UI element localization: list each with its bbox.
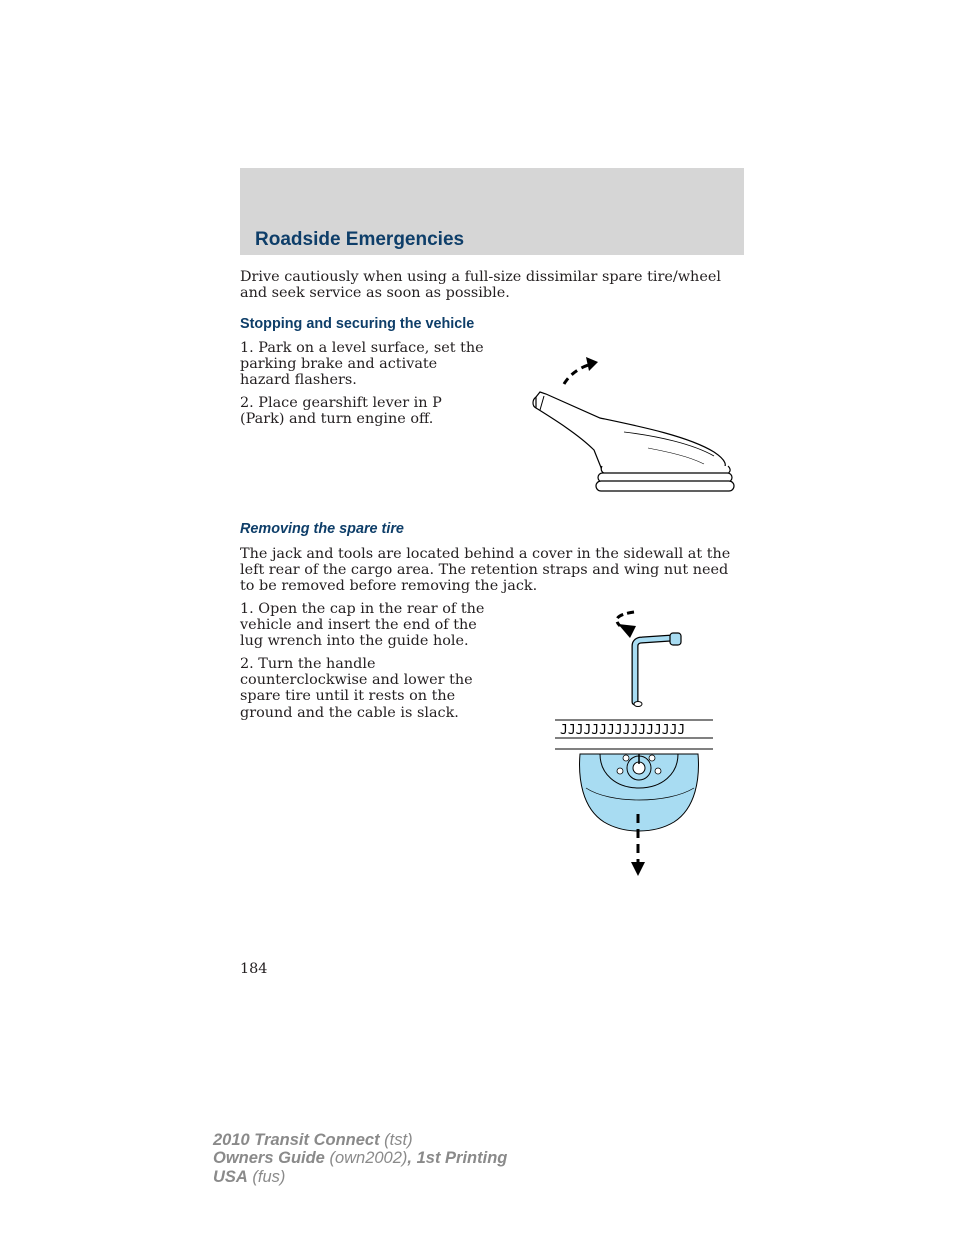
rotation-arrow-head xyxy=(618,624,636,638)
lug-nut xyxy=(655,768,661,774)
section-heading-removing: Removing the spare tire xyxy=(240,521,404,537)
footer-model: 2010 Transit Connect xyxy=(213,1131,380,1149)
wrench-socket xyxy=(670,633,681,645)
boot-ring xyxy=(596,481,734,491)
step-text: 2. Turn the handle counterclockwise and lower the spare tire until it rests on the ground and the cable is slack. xyxy=(240,656,473,721)
spare-tire-illustration xyxy=(550,608,720,880)
step-text: 1. Open the cap in the rear of the vehicle and insert the end of the lug wrench into the guide hole. xyxy=(240,601,485,650)
intro-paragraph: Drive cautiously when using a full-size dissimilar spare tire/wheel and seek service as soon as possible. xyxy=(240,269,721,302)
section-heading-stopping: Stopping and securing the vehicle xyxy=(240,316,475,332)
step-text: 2. Place gearshift lever in P (Park) and turn engine off. xyxy=(240,395,442,428)
document-footer xyxy=(213,1131,507,1186)
rotation-arrow xyxy=(617,612,634,626)
section-title: Roadside Emergencies xyxy=(255,229,465,250)
arrow-shaft xyxy=(564,364,592,384)
lug-nut xyxy=(649,755,655,761)
footer-line-3 xyxy=(213,1168,507,1186)
gearshift-illustration xyxy=(528,352,738,497)
lug-nut xyxy=(623,755,629,761)
footer-guide-code: (own2002) xyxy=(324,1149,408,1168)
lever-body xyxy=(536,392,725,470)
lug-wrench xyxy=(635,638,672,702)
footer-market: USA xyxy=(213,1167,248,1186)
down-arrow-head xyxy=(631,862,645,876)
floor-pattern: JJJJJJJJJJJJJJJJ xyxy=(560,723,686,738)
footer-guide: Owners Guide xyxy=(213,1149,325,1168)
arrow-head xyxy=(586,357,598,371)
lug-wrench xyxy=(635,638,672,702)
footer-line-2 xyxy=(213,1149,507,1167)
lug-nut xyxy=(617,768,623,774)
step-text: 1. Park on a level surface, set the parking brake and activate hazard flashers. xyxy=(240,340,484,389)
footer-market-code: (fus) xyxy=(247,1167,286,1186)
page-number: 184 xyxy=(240,961,268,977)
guide-hole xyxy=(634,702,642,707)
footer-printing: , 1st Printing xyxy=(407,1149,508,1168)
footer-model-code: (tst) xyxy=(379,1131,413,1149)
jack-location-paragraph: The jack and tools are located behind a cover in the sidewall at the left rear of the cargo area. The retention straps and wing nut need to be removed before removing the jack. xyxy=(240,546,731,595)
footer-line-1 xyxy=(213,1131,507,1149)
